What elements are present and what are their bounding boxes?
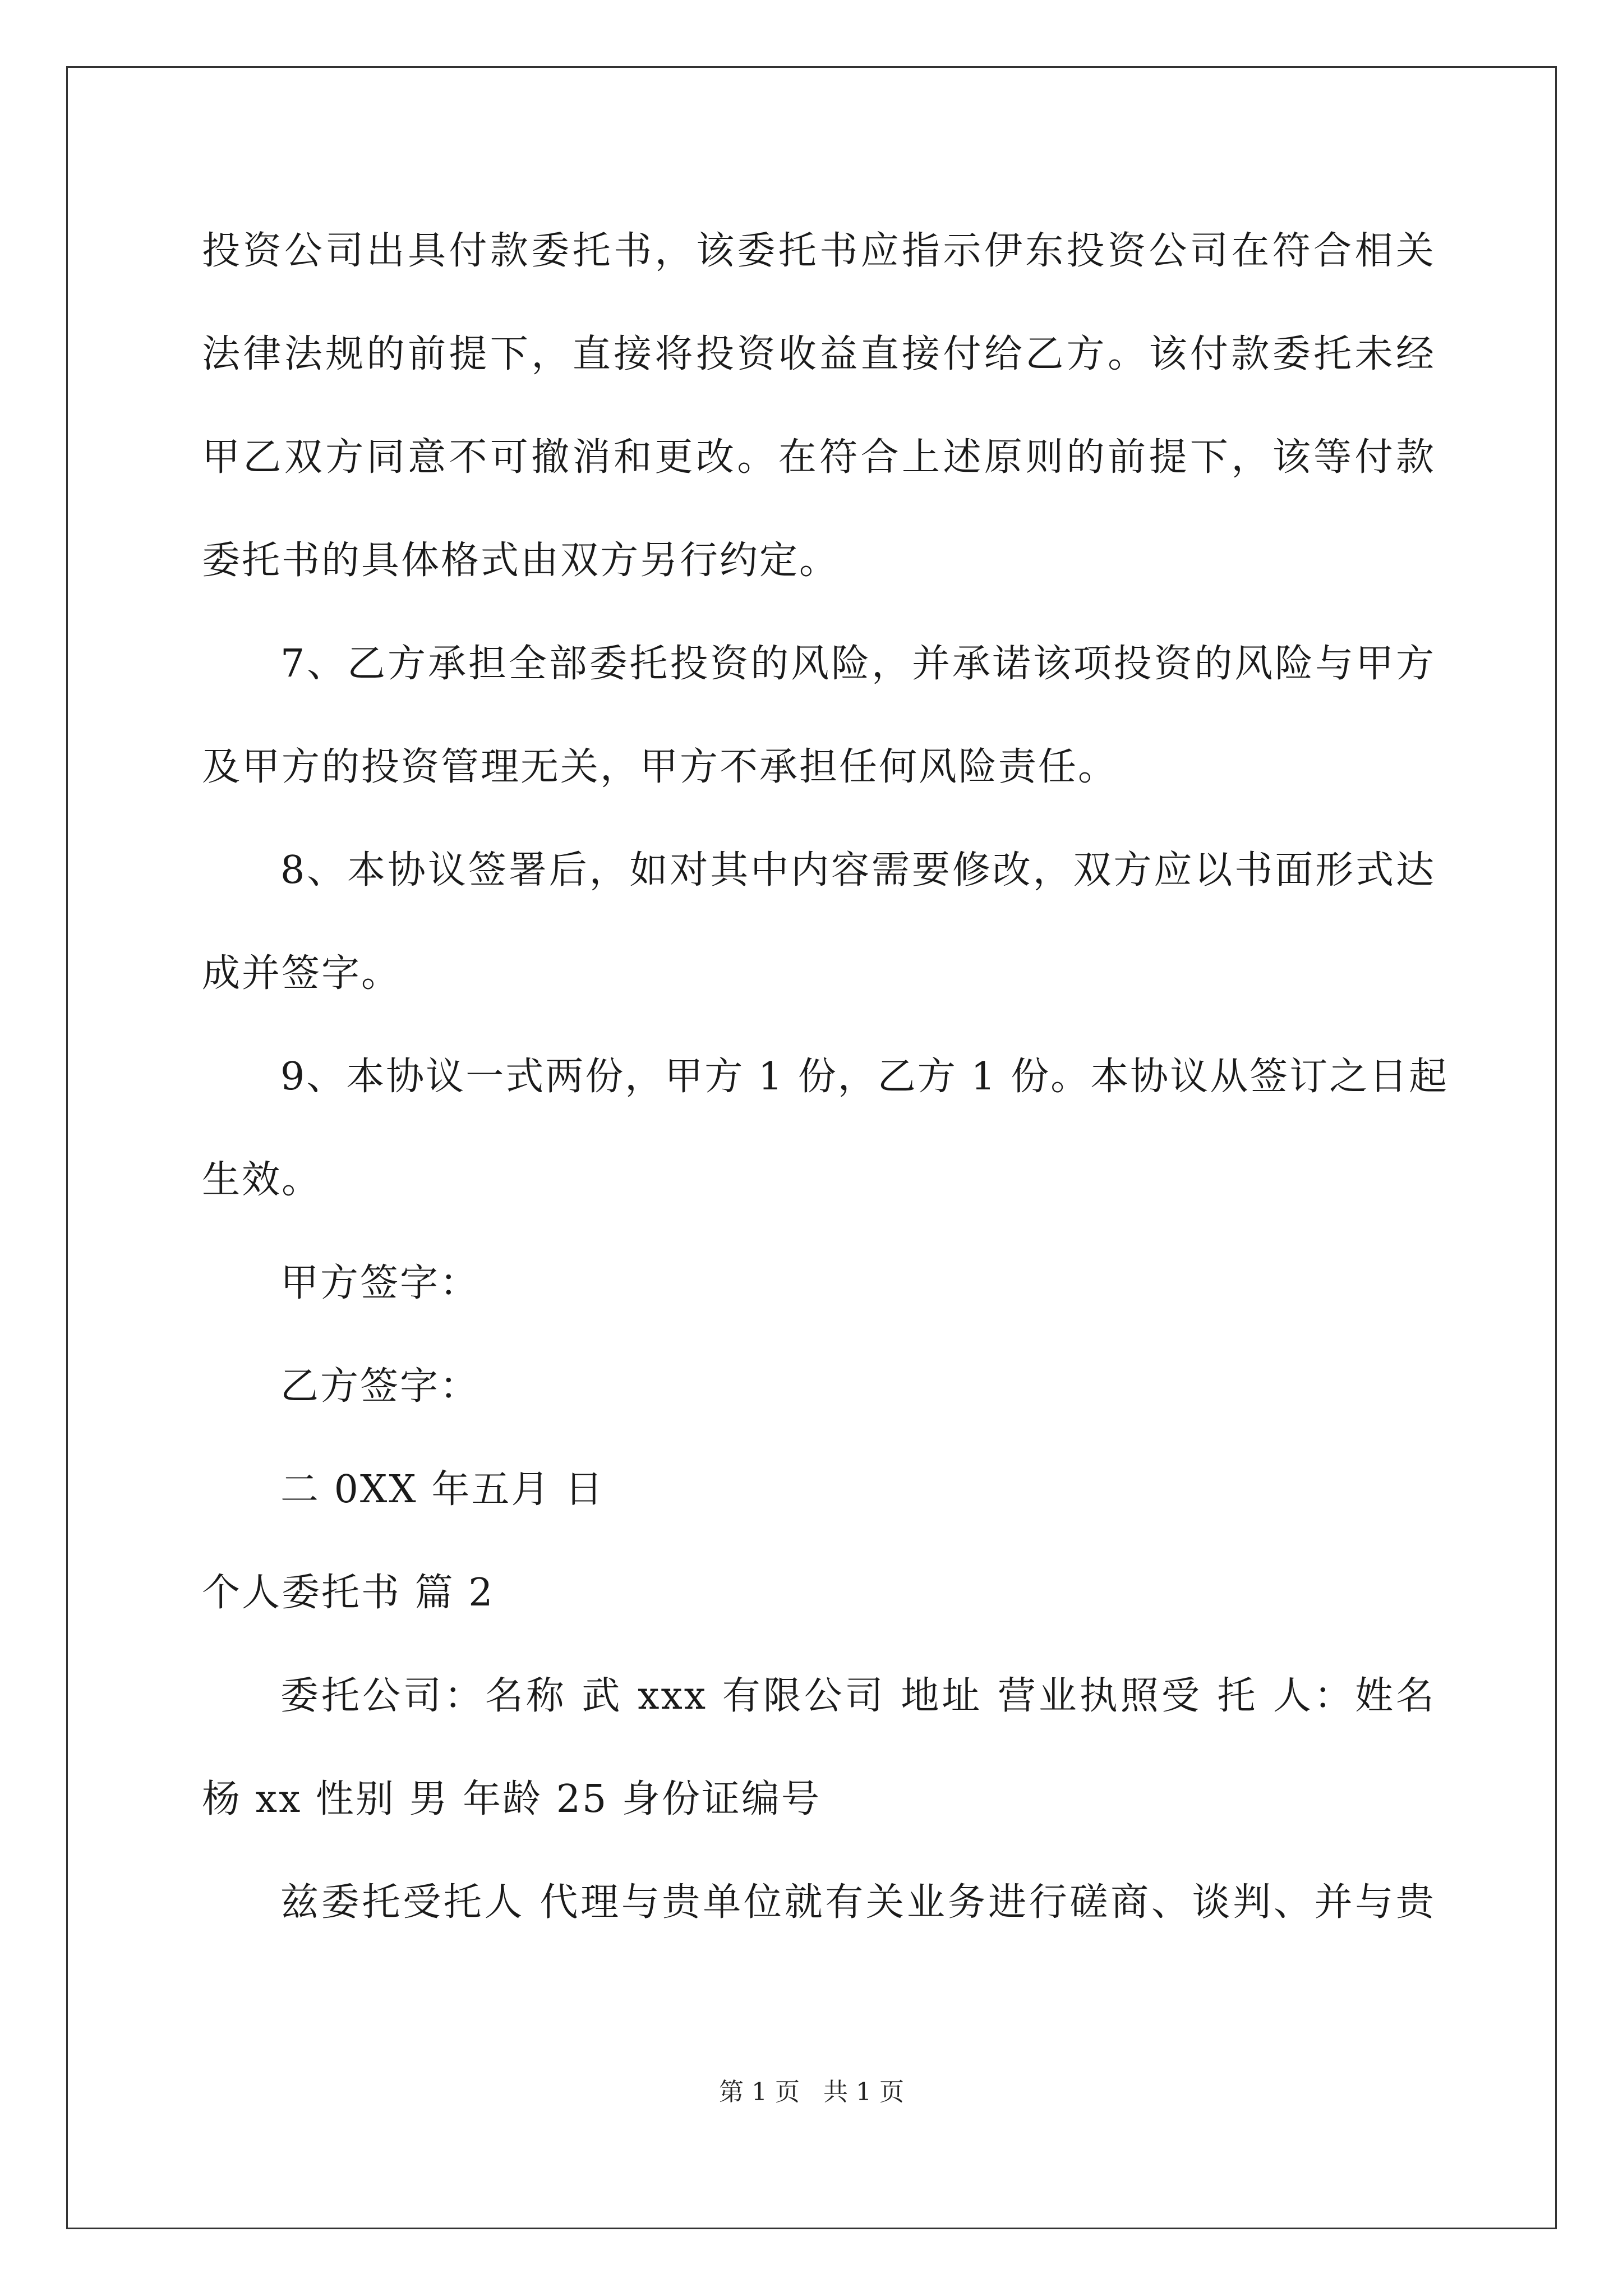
party-a-signature-label: 甲方签字： [280,1261,480,1305]
text-line: 兹委托受托人 代理与贵单位就有关业务进行磋商、谈判、并与贵 [280,1880,1436,1925]
page-number: 第 1 页 [719,2078,800,2106]
text-line: 甲乙双方同意不可撤消和更改。在符合上述原则的前提下，该等付款 [202,435,1436,480]
text-line: 投资公司出具付款委托书，该委托书应指示伊东投资公司在符合相关 [202,229,1436,273]
text-line: 及甲方的投资管理无关，甲方不承担任何风险责任。 [202,745,1118,789]
text-line: 8、本协议签署后，如对其中内容需要修改，双方应以书面形式达 [280,848,1436,892]
party-b-signature-label: 乙方签字： [280,1364,480,1409]
text-line: 9、本协议一式两份，甲方 1 份，乙方 1 份。本协议从签订之日起 [280,1055,1449,1099]
text-line: 7、乙方承担全部委托投资的风险，并承诺该项投资的风险与甲方 [280,642,1436,686]
text-line: 生效。 [202,1158,322,1202]
signing-date: 二 0XX 年五月 日 [280,1467,605,1512]
text-line: 委托公司：名称 武 xxx 有限公司 地址 营业执照受 托 人：姓名 [280,1674,1436,1718]
text-line: 法律法规的前提下，直接将投资收益直接付给乙方。该付款委托未经 [202,332,1436,376]
page-total: 共 1 页 [823,2078,904,2106]
text-line: 杨 xx 性别 男 年龄 25 身份证编号 [202,1777,821,1821]
page-footer [0,2076,1623,2109]
section-heading: 个人委托书 篇 2 [202,1571,495,1615]
text-line: 委托书的具体格式由双方另行约定。 [202,539,840,583]
text-line: 成并签字。 [202,951,402,996]
